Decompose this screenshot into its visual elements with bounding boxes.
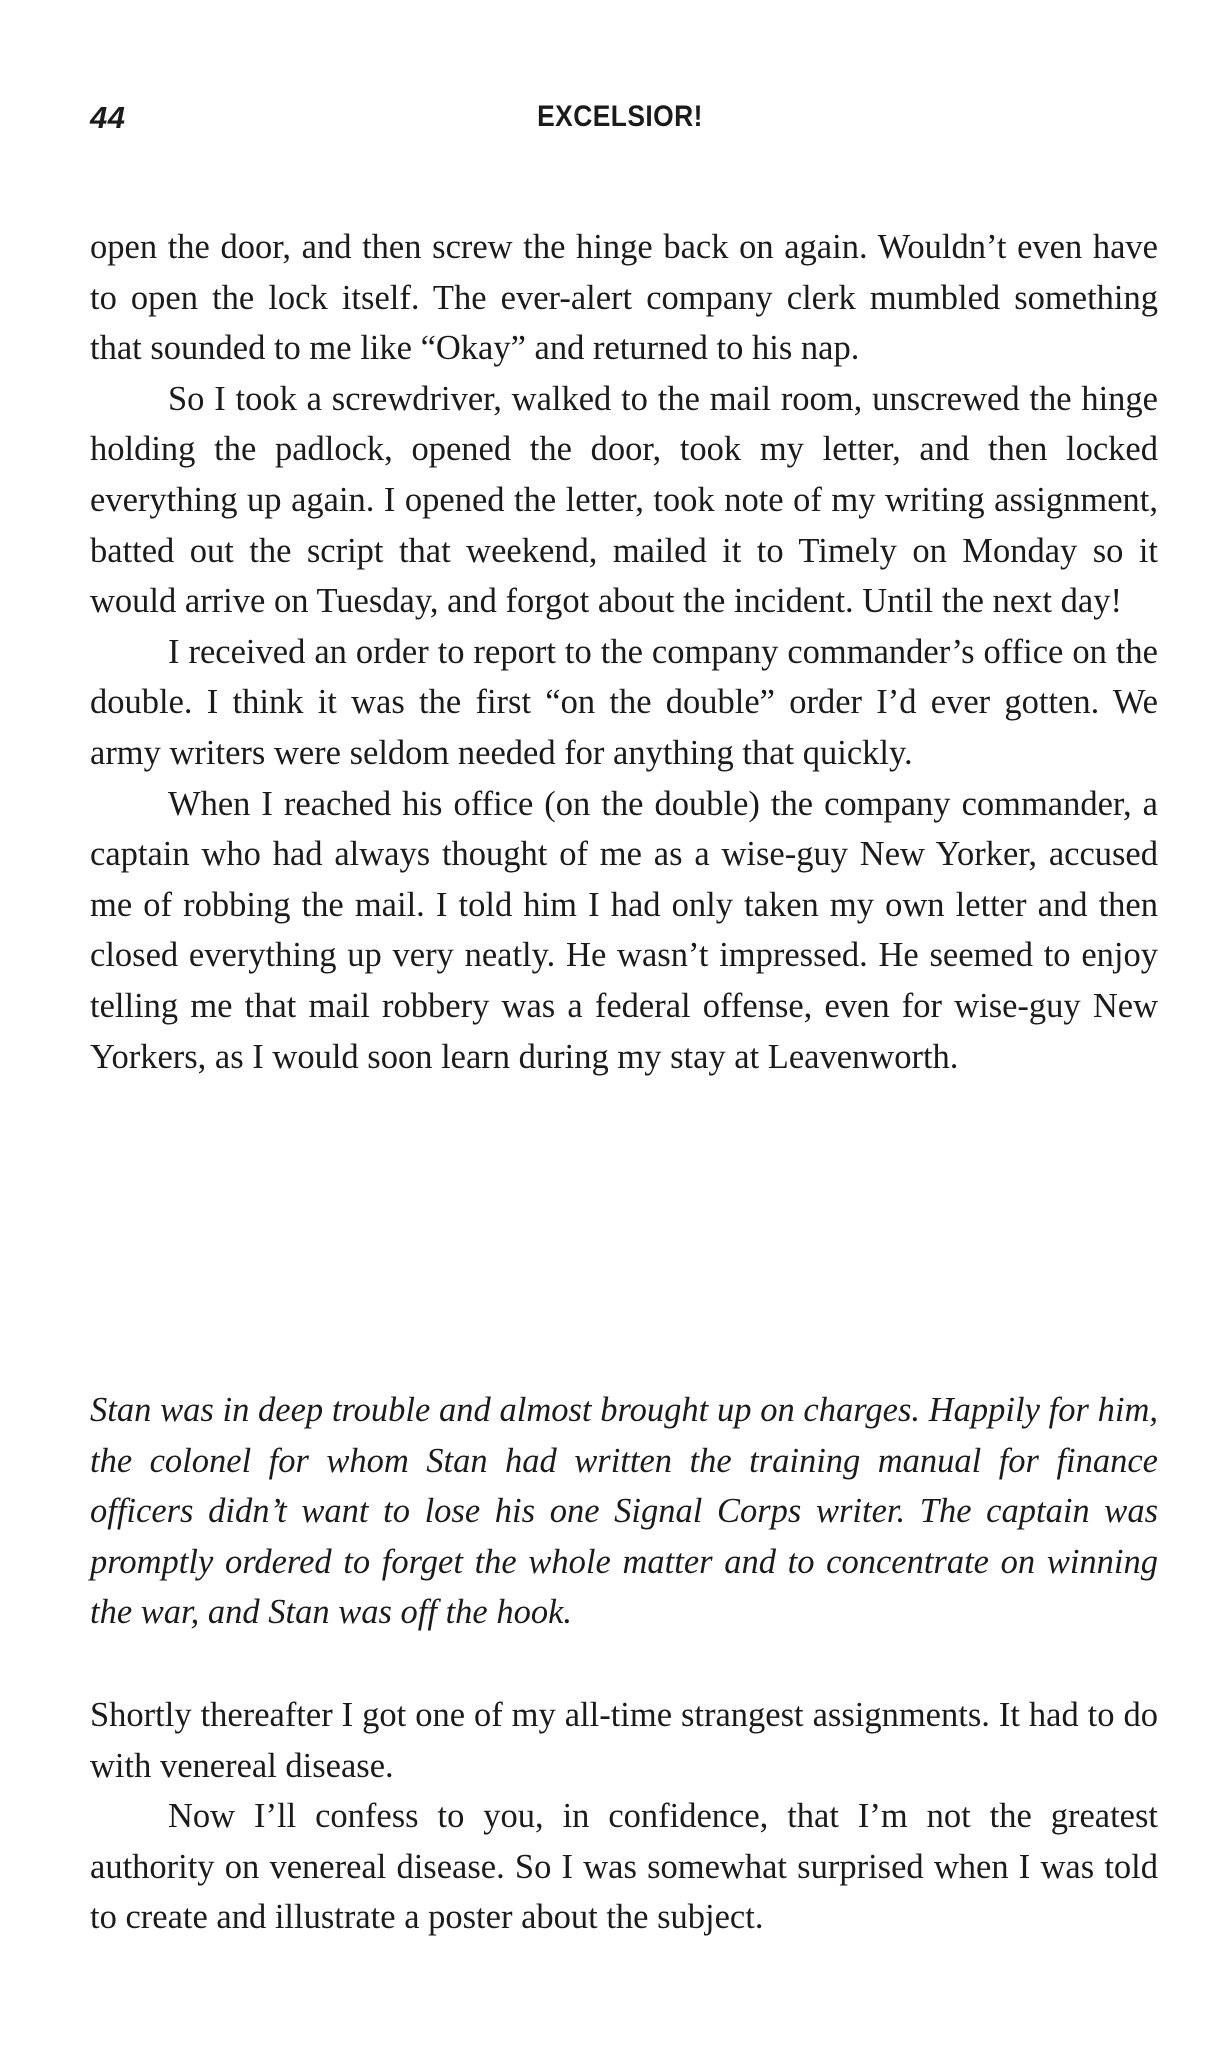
interlude-paragraph: Stan was in deep trouble and almost brought up on charges. Happily for him, the colonel for whom Stan had written the training manual for finance officers didn’t want to lose his one Signal Corps writer. The captain was promptly ordered to forget the whole matter and to concentrate on winning the war, and Stan was off the hook.: [90, 1391, 1158, 1632]
paragraph: When I reached his office (on the double) the company commander, a captain who had always thought of me as a wise-guy New Yorker, accused me of robbing the mail. I told him I had only taken my own letter and then closed everything up very neatly. He wasn’t impressed. He seemed to enjoy telling me that mail robbery was a federal offense, even for wise-guy New Yorkers, as I would soon learn during my stay at Leavenworth.: [90, 784, 1158, 1076]
paragraph: open the door, and then screw the hinge back on again. Wouldn’t even have to open the lock itself. The ever-alert company clerk mumbled something that sounded to me like “Okay” and returned to his nap.: [90, 228, 1158, 368]
body-section-1: [90, 222, 1158, 1082]
paragraph: So I took a screwdriver, walked to the mail room, unscrewed the hinge holding the padlock, opened the door, took my letter, and then locked everything up again. I opened the letter, took note of my writing assignment, batted out the script that weekend, mailed it to Timely on Monday so it would arrive on Tuesday, and forgot about the incident. Until the next day!: [90, 379, 1158, 621]
page-number: 44: [90, 100, 126, 135]
running-head: EXCELSIOR!: [537, 100, 703, 133]
page-header: [90, 100, 1150, 150]
italic-interlude: [90, 1385, 1158, 1638]
paragraph: Shortly thereafter I got one of my all-time strangest assignments. It had to do with venereal disease.: [90, 1696, 1158, 1785]
paragraph: I received an order to report to the company commander’s office on the double. I think it was the first “on the double” order I’d ever gotten. We army writers were seldom needed for anything that quickly.: [90, 632, 1158, 772]
paragraph: Now I’ll confess to you, in confidence, that I’m not the greatest authority on venereal disease. So I was somewhat surprised when I was told to create and illustrate a poster about the subject.: [90, 1797, 1158, 1937]
body-section-2: [90, 1690, 1158, 1943]
